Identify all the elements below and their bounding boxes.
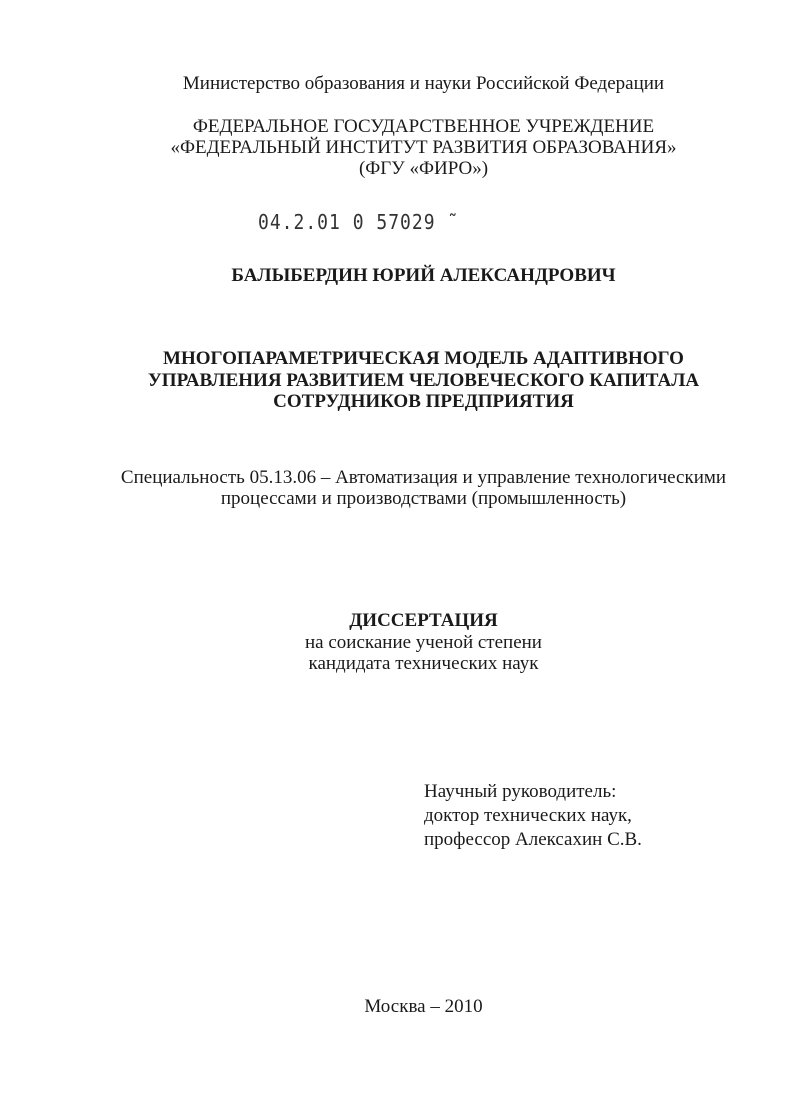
institution-line-3: (ФГУ «ФИРО») [358,158,489,179]
place-year: Москва – 2010 [364,996,483,1017]
ministry-text: Министерство образования и науки Российской Федерации [182,73,665,94]
advisor-label: Научный руководитель: [424,781,617,802]
institution-line-1: ФЕДЕРАЛЬНОЕ ГОСУДАРСТВЕННОЕ УЧРЕЖДЕНИЕ [192,116,655,137]
registration-stamp: 04.2.01 0 57029 ˜ [258,210,460,235]
specialty-line-1: Специальность 05.13.06 – Автоматизация и управление технологическими [120,467,727,488]
advisor-block [424,780,642,852]
author-name: БАЛЫБЕРДИН ЮРИЙ АЛЕКСАНДРОВИЧ [231,265,616,286]
dissertation-heading: ДИССЕРТАЦИЯ [349,610,498,631]
title-line-3: СОТРУДНИКОВ ПРЕДПРИЯТИЯ [273,391,574,412]
advisor-degree: доктор технических наук, [424,805,632,826]
specialty-line-2: процессами и производствами (промышленность) [220,488,627,509]
dissertation-degree-line-1: на соискание ученой степени [305,632,542,653]
title-line-2: УПРАВЛЕНИЯ РАЗВИТИЕМ ЧЕЛОВЕЧЕСКОГО КАПИТАЛА [147,370,700,391]
dissertation-degree-line-2: кандидата технических наук [308,653,539,674]
advisor-name: профессор Алексахин С.В. [424,829,642,850]
institution-line-2: «ФЕДЕРАЛЬНЫЙ ИНСТИТУТ РАЗВИТИЯ ОБРАЗОВАНИЯ» [170,137,677,158]
title-line-1: МНОГОПАРАМЕТРИЧЕСКАЯ МОДЕЛЬ АДАПТИВНОГО [163,348,684,369]
